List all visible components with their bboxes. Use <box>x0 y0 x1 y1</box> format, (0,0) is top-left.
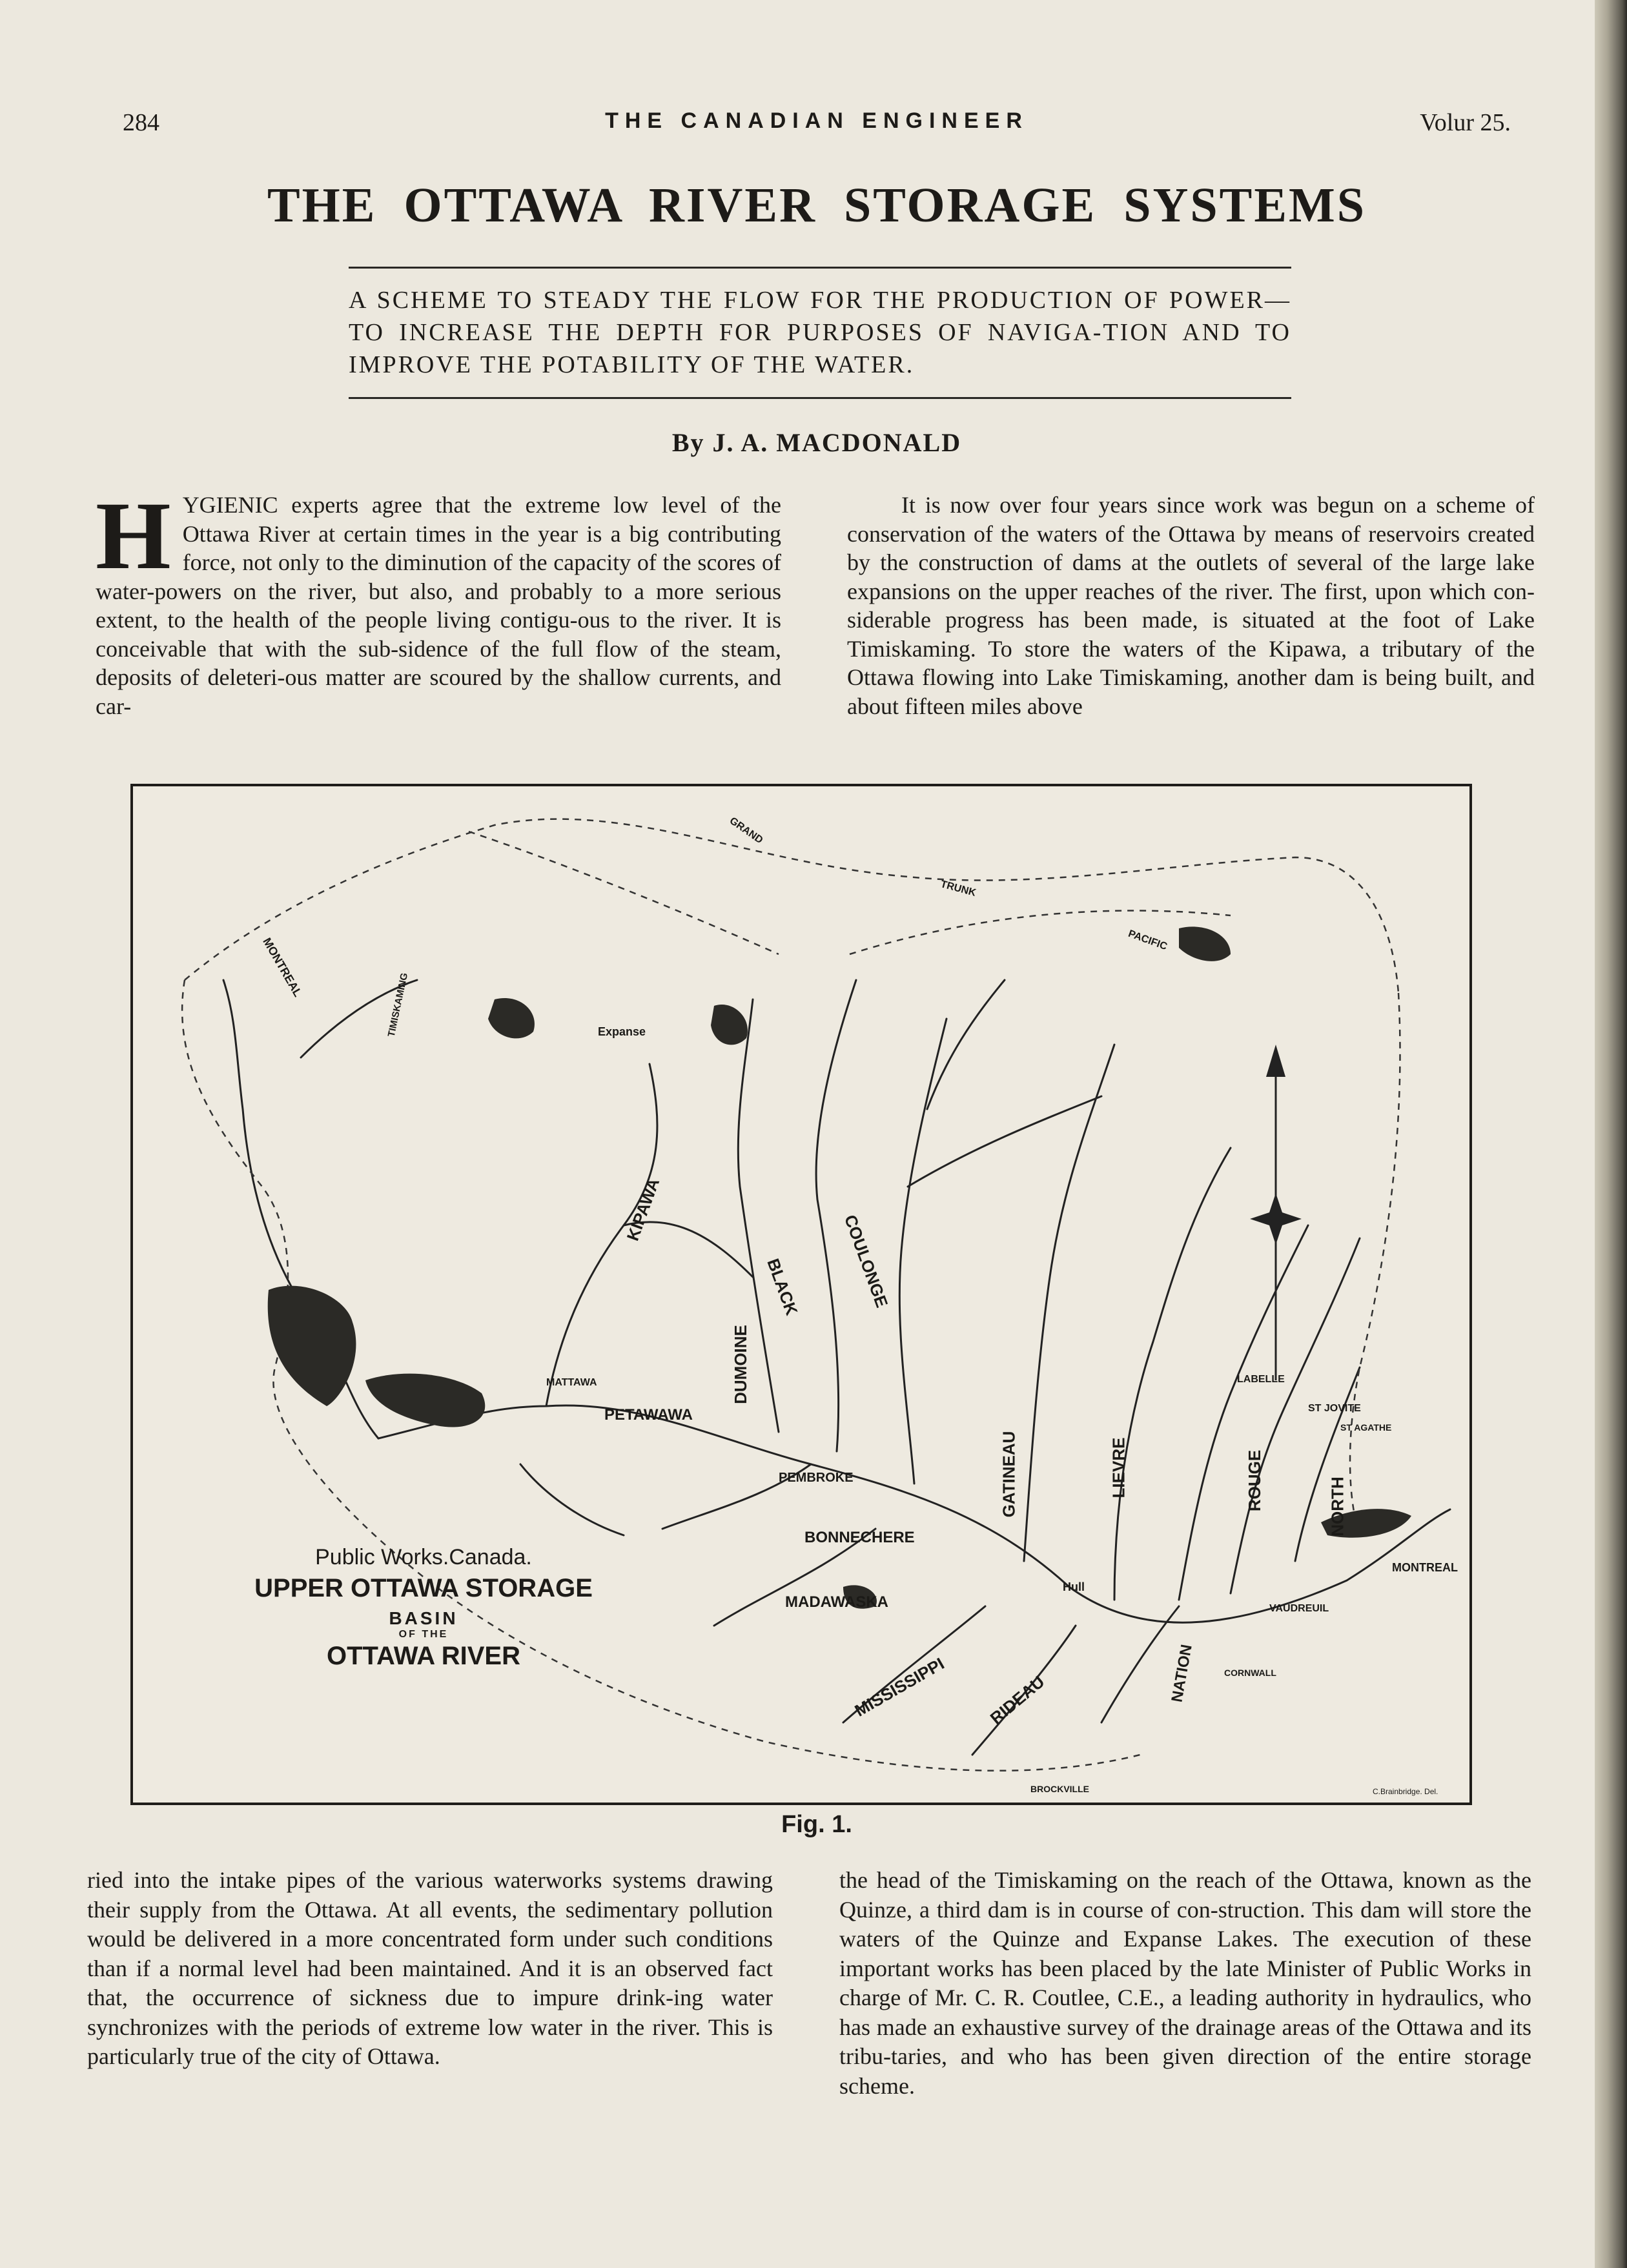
map-label-mississippi: MISSISSIPPI <box>851 1653 948 1721</box>
page-number: 284 <box>123 109 159 136</box>
map-label-vaudreuil: VAUDREUIL <box>1269 1603 1329 1614</box>
map-label-gatineau: GATINEAU <box>999 1431 1019 1518</box>
map-label-timiskaming: TIMISKAMING <box>385 972 411 1038</box>
map-title-line-3: BASIN <box>389 1608 458 1628</box>
paragraph-2-continued: the head of the Timiskaming on the reach of the Ottawa, known as the Quinze, a third dam is in course of con-struction. This dam will store the waters of the Quinze and Expanse Lakes. The execution of these important works has been placed by the late Minister of Public Works in charge of Mr. C. R. Coutlee, C.E., a leading authority in hydraulics, who has made an exhaustive survey of the drainage areas of the Ottawa and its tribu-taries, and who has been given direction of the entire storage scheme. <box>839 1867 1531 2099</box>
map-label-nation: NATION <box>1168 1643 1196 1704</box>
running-head <box>123 108 1511 147</box>
paragraph-1-start: YGIENIC experts agree that the extreme low level of the Ottawa River at certain times in the year is a big contributing force, not only to the diminution of the capacity of the scores of water-powers on the river, but also, and probably to a more serious extent, to the health of the people living contigu-ous to the river. It is conceivable that with the sub-sidence of the full flow of the steam, deposits of deleteri-ous matter are scoured by the shallow currents, and car- <box>96 492 781 719</box>
map-label-st-jovite: ST JOVITE <box>1308 1403 1361 1414</box>
paragraph-2-start: It is now over four years since work was begun on a scheme of conservation of the waters of the Ottawa by means of reservoirs created by the construction of dams at the outlets of several of the large lake expansions on the upper reaches of the river. The first, upon which con-siderable progress has been made, is situated at the foot of Lake Timiskaming. To store the waters of the Kipawa, a tributary of the Ottawa flowing into Lake Timiskaming, another dam is being built, and about fifteen miles above <box>847 492 1535 719</box>
map-label-lievre: LIEVRE <box>1109 1437 1129 1498</box>
byline: By J. A. MACDONALD <box>671 428 962 457</box>
map-label-kipawa: KIPAWA <box>622 1175 664 1243</box>
map-label-brockville: BROCKVILLE <box>1030 1784 1089 1794</box>
map-label-expanse: Expanse <box>598 1025 646 1038</box>
column-1-top <box>96 482 781 720</box>
volume-number: Volur 25. <box>1420 109 1511 136</box>
map-label-bonnechere: BONNECHERE <box>804 1529 915 1546</box>
map-label-north: NORTH <box>1327 1476 1347 1537</box>
column-2-bottom <box>839 1866 1531 2101</box>
title-rule <box>349 267 1291 269</box>
map-label-trunk: TRUNK <box>939 879 977 899</box>
basin-map-figure <box>130 784 1472 1805</box>
map-label-pembroke: PEMBROKE <box>779 1471 854 1485</box>
drop-cap: H <box>96 482 171 589</box>
map-label-rideau: RIDEAU <box>986 1671 1049 1728</box>
article-title: THE OTTAWA RIVER STORAGE SYSTEMS <box>267 178 1367 232</box>
deck-rule <box>349 397 1291 399</box>
map-label-montreal-city: MONTREAL <box>1392 1561 1458 1574</box>
map-label-hull: Hull <box>1063 1580 1085 1593</box>
column-2-top <box>847 491 1535 720</box>
map-credit: C.Brainbridge. Del. <box>1373 1787 1438 1796</box>
map-label-st-agathe: ST AGATHE <box>1340 1422 1392 1433</box>
column-1-bottom <box>87 1866 773 2072</box>
article-deck: A SCHEME TO STEADY THE FLOW FOR THE PRODUCTION OF POWER—TO INCREASE THE DEPTH FOR PURPOSES OF NAVIGA-TION AND TO IMPROVE THE POTABILITY OF THE WATER. <box>349 287 1291 378</box>
paragraph-1-continued: ried into the intake pipes of the various waterworks systems drawing their supply from the Ottawa. At all events, the sedimentary pollution would be delivered in a more concentrated form under such conditions than if a normal level had been maintained. And it is an observed fact that, the occurrence of sickness due to impure drink-ing water synchronizes with the periods of extreme low water in the river. This is particularly true of the city of Ottawa. <box>87 1867 773 2069</box>
lakes <box>268 926 1411 1608</box>
map-label-petawawa: PETAWAWA <box>604 1406 693 1424</box>
map-label-mattawa: MATTAWA <box>546 1377 597 1388</box>
map-title-line-4: OF THE <box>398 1629 449 1640</box>
journal-title: THE CANADIAN ENGINEER <box>605 108 1028 133</box>
book-spine-shadow <box>1595 0 1627 2268</box>
map-title-line-1: Public Works.Canada. <box>315 1545 532 1569</box>
map-title-block <box>230 1545 617 1671</box>
map-label-montreal-river: MONTREAL <box>260 935 305 999</box>
map-label-rouge: ROUGE <box>1245 1449 1265 1512</box>
map-label-labelle: LABELLE <box>1237 1374 1285 1385</box>
map-label-coulonge: COULONGE <box>840 1212 892 1311</box>
map-label-pacific: PACIFIC <box>1127 928 1169 953</box>
map-label-black: BLACK <box>763 1256 802 1318</box>
figure-caption: Fig. 1. <box>781 1811 852 1838</box>
map-label-madawaska: MADAWASKA <box>785 1593 888 1611</box>
map-label-cornwall: CORNWALL <box>1224 1668 1276 1678</box>
map-label-grand: GRAND <box>727 815 765 846</box>
map-title-line-5: OTTAWA RIVER <box>327 1642 520 1670</box>
map-title-line-2: UPPER OTTAWA STORAGE <box>254 1574 593 1602</box>
map-label-dumoine: DUMOINE <box>730 1325 750 1404</box>
